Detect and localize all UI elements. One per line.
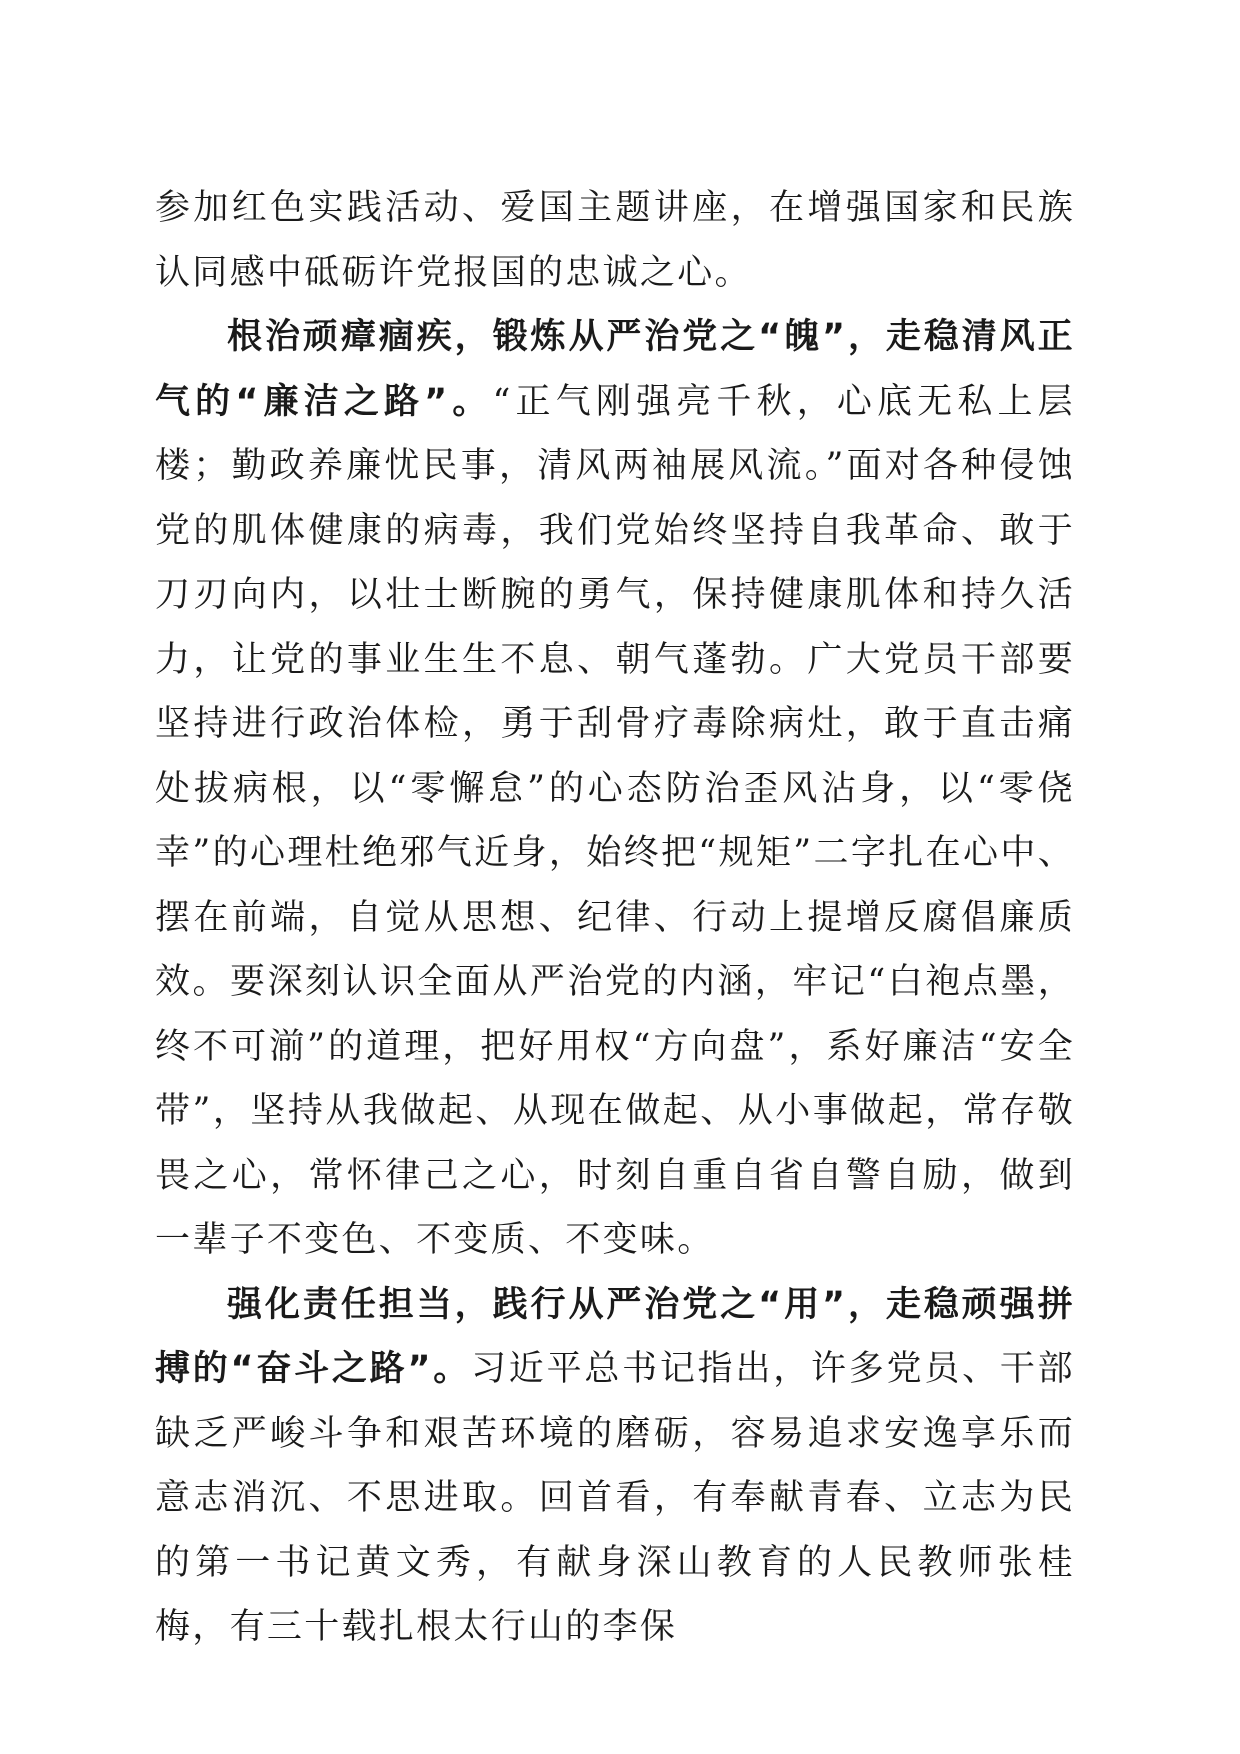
paragraph-body: 习近平总书记指出，许多党员、干部缺乏严峻斗争和艰苦环境的磨砺，容易追求安逸享乐而意志消沉、不思进取。回首看，有奉献青春、立志为民的第一书记黄文秀，有献身深山教育的人民教师张桂梅，有三十载扎根太行山的李保: [155, 1349, 1075, 1647]
paragraph-heading: 强化责任担当，践行从严治党之“用”，走稳顽强拼搏的“奋斗之路”。: [155, 1284, 1075, 1389]
paragraph-heading: 根治顽瘴痼疾，锻炼从严治党之“魄”，走稳清风正气的“廉洁之路”。: [155, 317, 1075, 422]
paragraph-responsibility: [155, 1273, 1075, 1660]
paragraph-continuation: [155, 176, 1075, 305]
paragraph-body: “正气刚强亮千秋，心底无私上层楼；勤政养廉忧民事，清风两袖展风流。”面对各种侵蚀党的肌体健康的病毒，我们党始终坚持自我革命、敢于刀刃向内，以壮士断腕的勇气，保持健康肌体和持久活力，让党的事业生生不息、朝气蓬勃。广大党员干部要坚持进行政治体检，勇于刮骨疗毒除病灶，敢于直击痛处拔病根，以“零懈怠”的心态防治歪风沾身，以“零侥幸”的心理杜绝邪气近身，始终把“规矩”二字扎在心中、摆在前端，自觉从思想、纪律、行动上提增反腐倡廉质效。要深刻认识全面从严治党的内涵，牢记“白袍点墨，终不可湔”的道理，把好用权“方向盘”，系好廉洁“安全带”，坚持从我做起、从现在做起、从小事做起，常存敬畏之心，常怀律己之心，时刻自重自省自警自励，做到一辈子不变色、不变质、不变味。: [155, 381, 1075, 1260]
body-text: [155, 176, 1075, 1660]
paragraph-body: 参加红色实践活动、爱国主题讲座，在增强国家和民族认同感中砥砺许党报国的忠诚之心。: [155, 188, 1075, 293]
paragraph-integrity: [155, 305, 1075, 1273]
